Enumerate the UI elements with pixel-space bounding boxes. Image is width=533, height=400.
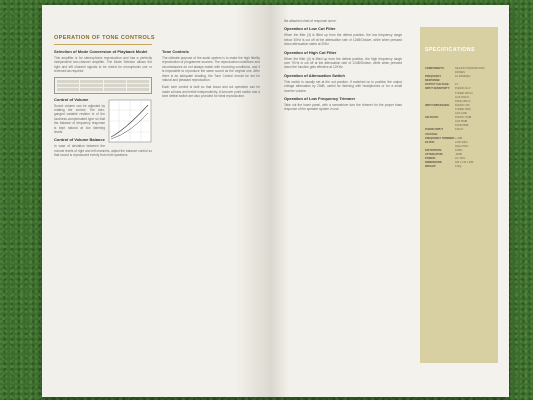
section-heading: Control of Volume <box>54 96 89 102</box>
spec-value: PHONO 47K <box>455 103 470 107</box>
left-column-1 <box>54 49 152 161</box>
specifications-panel <box>420 27 498 363</box>
section-heading: Selection of Mode Conversion of Playback Model <box>54 49 148 54</box>
spec-value: SILICON TRANSISTORS <box>455 67 485 70</box>
spec-label: FREQUENCY RESPONSE: <box>425 75 442 83</box>
section-text: This amplifier is for stereophonic reproduction and has a perfectly independent two-channel amplifier. The Mode Selector allows the right and left channel signals to be mixed for monophonic use or reversed as required. <box>54 56 152 74</box>
left-page <box>42 5 270 397</box>
spec-label: WEIGHT: <box>425 165 436 169</box>
right-column-1 <box>284 19 402 115</box>
spec-label: INPUT IMPEDANCE: <box>425 103 450 107</box>
left-column-2 <box>162 49 260 102</box>
spec-label: DISTORTION: <box>425 148 442 152</box>
spec-label: PHONO INPUT VOLTAGE: <box>425 128 444 136</box>
section-text: Take out the lower panel, with a screwdriver turn the trimmer for the proper bass response of the speaker system in use. <box>284 103 402 112</box>
spec-row <box>425 165 495 169</box>
spec-label: COMPONENTS: <box>425 67 445 70</box>
section-heading: Operation of Low Cut Filter <box>284 26 336 32</box>
spec-value: 10-100000Hz <box>455 75 471 79</box>
spec-label: S/N RATIO: <box>425 116 439 120</box>
spec-label: OUTPUT VOLTAGE: <box>425 83 450 87</box>
spec-label: ATTENUATOR: <box>425 152 444 156</box>
spec-label: FILTER: <box>425 140 435 144</box>
page-title: OPERATION OF TONE CONTROLS <box>54 35 155 41</box>
spec-value: 0.05% <box>455 148 463 152</box>
spec-value: TUNER 100K <box>455 107 471 111</box>
section-heading: Tone Controls <box>162 49 189 54</box>
spec-row <box>425 128 495 136</box>
spec-value: AUX 85dB <box>455 120 468 124</box>
spec-value: 100mV <box>455 128 464 132</box>
spec-value: +-3dB <box>455 136 462 140</box>
section-text: Sound volume can be adjusted by rotating the control. The twin-ganged variable resistor is of the loudness-compensated type so that the balance of frequency response is kept natural at low listening levels. <box>54 103 105 135</box>
section-heading: Control of Volume Balance <box>54 137 105 143</box>
spec-value: 1V <box>455 83 459 87</box>
title-rule <box>54 44 152 45</box>
section-text: the attached chart of response curve. <box>284 19 337 23</box>
spec-value: PHONO 2mV <box>455 87 471 91</box>
section-text: This switch is usually set at the out position. If switched on in position the output voltage attenuates by 20dB, useful for listening with headphones or for a small monitor volume. <box>284 79 402 93</box>
spec-value: TAPE 85dB <box>455 124 469 128</box>
spec-value: 6.5kg <box>455 165 462 169</box>
spec-value: LOW 30Hz <box>455 140 468 144</box>
section-heading: Operation of Attenuation Switch <box>284 72 345 78</box>
spec-value: AC 100V <box>455 157 466 161</box>
spec-value: TAPE 150mV <box>455 99 471 103</box>
specifications-list <box>425 67 495 169</box>
specifications-title: SPECIFICATIONS <box>425 47 476 53</box>
section-text: When the filter (4) is lifted up from the defeat position, the high frequency range over 7KHz is cut off at the attenuation rate of 12dB/Octave, while when pressed down the function gets effective at 12KHz. <box>284 56 402 70</box>
spec-value: HIGH 7KHz <box>455 144 469 148</box>
spec-label: DIMENSIONS: <box>425 161 443 165</box>
section-heading: Operation of Low Frequency Trimmer <box>284 96 356 102</box>
section-heading: Operation of High Cut Filter <box>284 49 337 55</box>
section-text: Each tone control is built so that boost and cut operation can be made at bass and treble independently. A turnover point switch and a tone defeat switch are also provided for ideal reproduction. <box>162 85 260 99</box>
spec-label: FREQUENCY TRIMMER: <box>425 136 455 140</box>
loudness-graph-figure <box>108 99 152 143</box>
spec-value: TUNER 150mV <box>455 91 473 95</box>
spec-value: AUX 100K <box>455 112 468 116</box>
section-text: The ultimate purpose of the audio system is to make the high fidelity reproduction of programme sources. The reproduction conditions and circumstances do not always match with recording conditions, and it is impossible to reproduce the same sound as the original one. After there is an adequate shading, the Tone Control should be set for natural and pleasant reproduction. <box>162 56 260 83</box>
spec-value: 420 x 110 x 280 <box>455 161 474 165</box>
right-page <box>270 5 509 397</box>
section-text: When the filter (3) is lifted up from the defeat position, the low frequency range below 30Hz is cut off at the attenuation rate of 12dB/Octave, while when pressed down attenuation starts at 20Hz. <box>284 33 402 47</box>
spec-label: INPUT SENSITIVITY: <box>425 87 451 91</box>
open-booklet <box>42 5 509 397</box>
spec-value: -20dB <box>455 152 462 156</box>
spec-value: AUX 150mV <box>455 95 470 99</box>
mode-table-figure <box>54 77 152 94</box>
spec-value: DIODES <box>455 71 465 75</box>
section-text: In case of deviation between the volume levels of right and left channels, adjust the balance control so that sound is reproduced evenly from both speakers. <box>54 144 152 158</box>
spec-value: PHONO 70dB <box>455 116 472 120</box>
spec-label: POWER: <box>425 157 436 161</box>
